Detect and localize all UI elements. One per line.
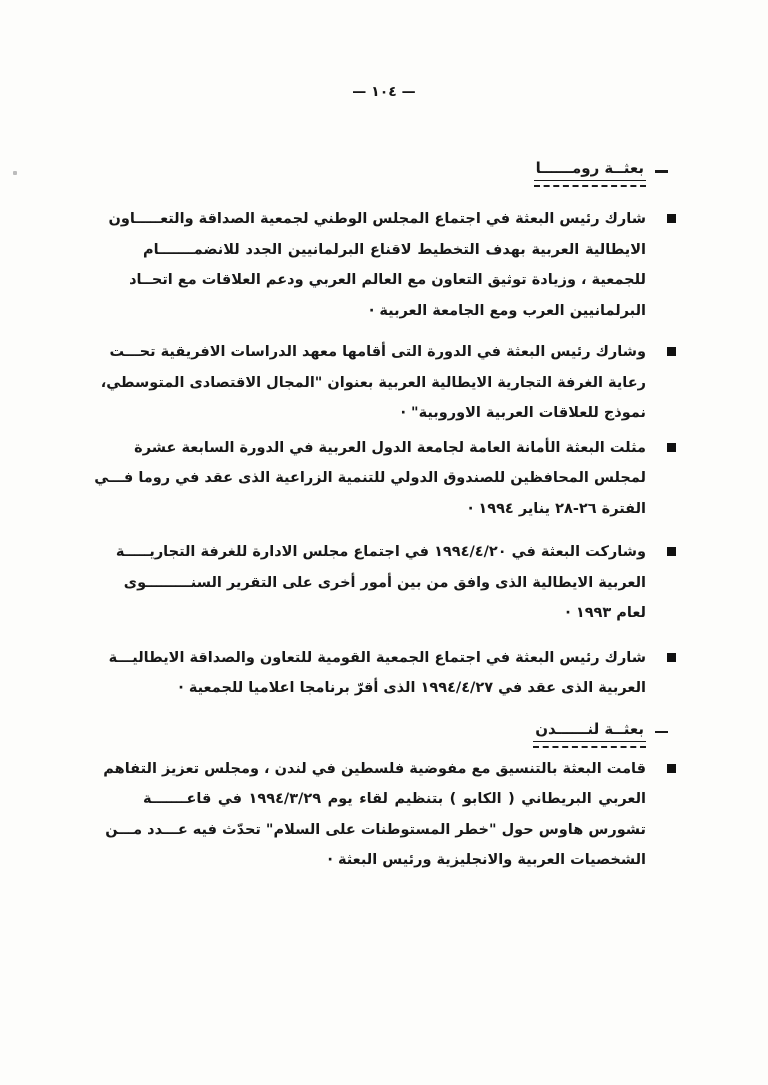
bullet-square-icon: [667, 347, 676, 356]
paragraph-line: لمجلس المحافظين للصندوق الدولي للتنمية الزراعية الذى عقد في روما فـــي: [94, 470, 646, 486]
paragraph-line: الفترة ٢٦-٢٨ يناير ١٩٩٤ ·: [467, 500, 646, 517]
paragraph-line: تشورس هاوس حول "خطر المستوطنات على السلام" تحدّث فيه عـــدد مـــن: [105, 821, 646, 838]
bullet-list: [94, 204, 646, 704]
bullet-item: [94, 433, 646, 525]
section: [103, 719, 647, 876]
paragraph-line: الايطالية العربية بهدف التخطيط لاقناع البرلمانيين الجدد للانضمـــــــام: [143, 241, 646, 258]
section-heading-row: [143, 719, 646, 750]
bullet-square-icon: [667, 547, 676, 556]
section-title: بعثــة رومــــــا: [534, 158, 646, 181]
paragraph-line: العربي البريطاني ( الكابو ) بتنظيم لقاء يوم ١٩٩٤/٣/٢٩ في قاعـــــــة: [143, 791, 647, 807]
section-title: بعثــة لنــــــدن: [533, 719, 646, 742]
bullet-item: [103, 754, 647, 876]
paragraph-line: رعاية الغرفة التجارية الايطالية العربية بعنوان "المجال الاقتصادى المتوسطي،: [100, 374, 646, 391]
section-title-dashed-underline: [533, 746, 646, 748]
paragraph-line: وشارك رئيس البعثة في الدورة التى أقامها معهد الدراسات الافريقية تحـــت: [109, 344, 646, 360]
bullet-item: [108, 643, 646, 704]
section-dash-icon: [655, 170, 668, 173]
document-body: [94, 158, 647, 876]
paragraph-line: شارك رئيس البعثة في اجتماع الجمعية القومية للتعاون والصداقة الايطاليـــة: [108, 649, 646, 666]
paragraph-line: الشخصيات العربية والانجليزية ورئيس البعثة ·: [327, 852, 646, 868]
section-title-dashed-underline: [534, 185, 646, 187]
paragraph-line: نموذج للعلاقات العربية الاوروبية" ·: [400, 405, 646, 421]
bullet-square-icon: [667, 443, 676, 452]
bullet-square-icon: [667, 653, 676, 662]
paragraph-line: للجمعية ، وزيادة توثيق التعاون مع العالم العربي ودعم العلاقات مع اتحــاد: [129, 272, 646, 288]
paragraph-line: قامت البعثة بالتنسيق مع مفوضية فلسطين في لندن ، ومجلس تعزيز التفاهم: [103, 760, 646, 777]
paragraph-line: العربية الايطالية الذى وافق من بين أمور أخرى على التقرير السنـــــــــوى: [123, 574, 646, 591]
section-heading-row: [143, 158, 646, 189]
bullet-square-icon: [667, 764, 676, 773]
bullet-item: [108, 204, 646, 326]
paragraph-line: لعام ١٩٩٣ ·: [565, 605, 646, 621]
paragraph-line: شارك رئيس البعثة في اجتماع المجلس الوطني لجمعية الصداقة والتعـــــاون: [108, 211, 646, 227]
scan-speck-artifact: [13, 171, 17, 175]
section-dash-icon: [655, 731, 668, 734]
paragraph-line: البرلمانيين العرب ومع الجامعة العربية ·: [368, 302, 646, 319]
bullet-item: [115, 537, 646, 629]
paragraph-line: وشاركت البعثة في ١٩٩٤/٤/٢٠ في اجتماع مجلس الادارة للغرفة التجاريـــــة: [115, 544, 646, 560]
bullet-list: [103, 754, 647, 876]
paragraph-line: مثلت البعثة الأمانة العامة لجامعة الدول العربية في الدورة السابعة عشرة: [134, 439, 646, 456]
bullet-item: [100, 337, 646, 429]
bullet-square-icon: [667, 214, 676, 223]
page-number: — ١٠٤ —: [352, 84, 416, 100]
paragraph-line: العربية الذى عقد في ١٩٩٤/٤/٢٧ الذى أقرّ برنامجا اعلاميا للجمعية ·: [178, 680, 646, 696]
section: [94, 158, 646, 704]
